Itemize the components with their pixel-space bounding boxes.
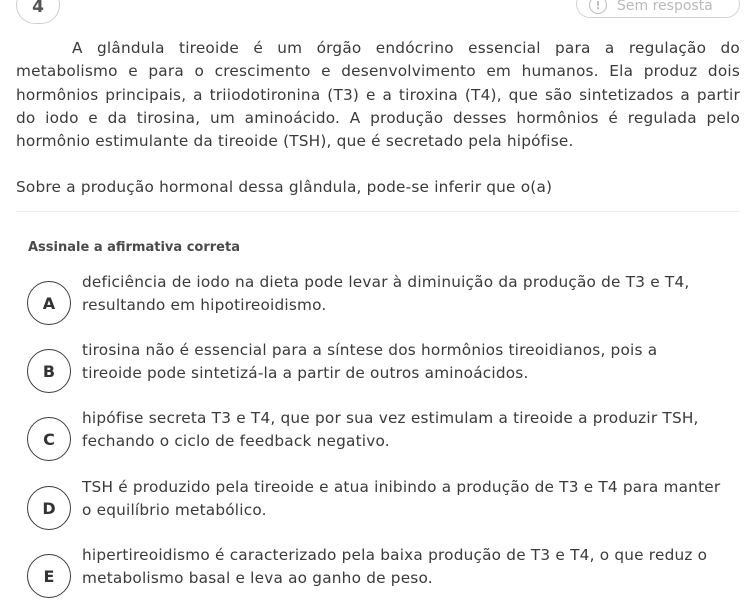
option-text[interactable]: tirosina não é essencial para a síntese dos hormônios tireoidianos, pois a tireoide pode sintetizá-la a partir de outros aminoácidos. (82, 341, 658, 382)
option-text[interactable]: TSH é produzido pela tireoide e atua inibindo a produção de T3 e T4 para manter o equilíbrio metabólico. (82, 478, 721, 519)
option-text[interactable]: deficiência de iodo na dieta pode levar à diminuição da produção de T3 e T4, resultando em hipotireoidismo. (82, 273, 690, 314)
answer-status-label: Sem resposta (617, 0, 713, 14)
option-text[interactable]: hipertireoidismo é caracterizado pela baixa produção de T3 e T4, o que reduz o metabolismo basal e leva ao ganho de peso. (82, 546, 708, 587)
option-letter[interactable]: E (27, 554, 71, 598)
option-letter[interactable]: C (27, 417, 71, 461)
question-prompt: Sobre a produção hormonal dessa glândula, pode-se inferir que o(a) (16, 178, 553, 196)
option-e[interactable] (27, 546, 727, 604)
alert-circle-icon: ! (589, 0, 607, 14)
answer-status-badge (576, 0, 740, 18)
option-letter[interactable]: D (27, 486, 71, 530)
answer-instruction: Assinale a afirmativa correta (28, 240, 240, 255)
divider (16, 211, 740, 212)
option-c[interactable] (27, 409, 727, 467)
question-stem: A glândula tireoide é um órgão endócrino essencial para a regulação do metabolismo e para o crescimento e desenvolvimento em humanos. Ela produz dois hormônios principais, a triiodotironina (T3) e a tiroxina (T4), que são sintetizados a partir do iodo e da tirosina, um aminoácido. A produção desses hormônios é regulada pelo hormônio estimulante da tireoide (TSH), que é secretado pela hipófise. (16, 39, 740, 151)
option-letter[interactable]: A (27, 281, 71, 325)
option-b[interactable] (27, 341, 727, 399)
option-text[interactable]: hipófise secreta T3 e T4, que por sua vez estimulam a tireoide a produzir TSH, fechando o ciclo de feedback negativo. (82, 409, 699, 450)
question-number-badge: 4 (16, 0, 60, 24)
option-a[interactable] (27, 273, 727, 331)
option-d[interactable] (27, 478, 727, 536)
option-letter[interactable]: B (27, 349, 71, 393)
